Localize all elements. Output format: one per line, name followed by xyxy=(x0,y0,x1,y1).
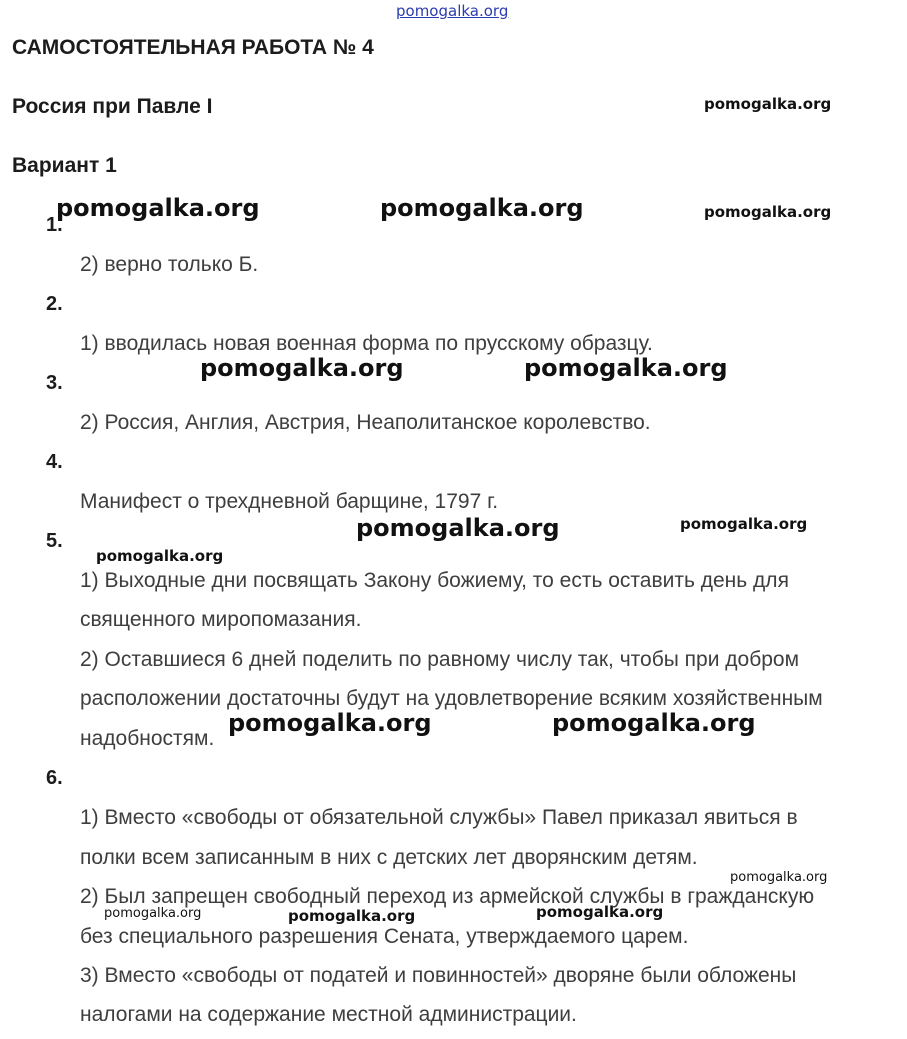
watermark-text: pomogalka.org xyxy=(704,95,832,113)
answer-line: 3) Вместо «свободы от податей и повинностей» дворяне были обложены xyxy=(80,964,797,987)
answer-line: 1) Вместо «свободы от обязательной службы» Павел приказал явиться в xyxy=(80,806,798,829)
variant-heading: Вариант 1 xyxy=(12,154,117,177)
answer-number-4: 4. xyxy=(46,451,63,473)
answer-line: священного миропомазания. xyxy=(80,608,362,631)
watermark-text: pomogalka.org xyxy=(288,907,416,925)
answer-line: надобностям. xyxy=(80,727,215,750)
watermark-text: pomogalka.org xyxy=(524,354,728,382)
topic-heading: Россия при Павле I xyxy=(12,95,213,118)
page-title: САМОСТОЯТЕЛЬНАЯ РАБОТА № 4 xyxy=(12,36,374,59)
answer-number-3: 3. xyxy=(46,372,63,394)
watermark-text: pomogalka.org xyxy=(536,903,664,921)
answer-line: расположении достаточны будут на удовлетворение всяким хозяйственным xyxy=(80,687,823,710)
watermark-text: pomogalka.org xyxy=(356,514,560,542)
answer-line: 1) вводилась новая военная форма по прусскому образцу. xyxy=(80,332,653,355)
answer-line: налогами на содержание местной администрации. xyxy=(80,1003,577,1026)
watermark-text: pomogalka.org xyxy=(704,203,832,221)
answer-line: 1) Выходные дни посвящать Закону божиему, то есть оставить день для xyxy=(80,569,789,592)
answer-line: 2) Был запрещен свободный переход из армейской службы в гражданскую xyxy=(80,885,815,908)
watermark-text: pomogalka.org xyxy=(552,709,756,737)
watermark-text: pomogalka.org xyxy=(104,906,202,921)
answer-number-6: 6. xyxy=(46,767,63,789)
watermark-text: pomogalka.org xyxy=(730,870,828,885)
answer-line: без специального разрешения Сената, утверждаемого царем. xyxy=(80,925,689,948)
answer-line: 2) Оставшиеся 6 дней поделить по равному числу так, чтобы при добром xyxy=(80,648,800,671)
answer-number-5: 5. xyxy=(46,530,63,552)
answer-line: полки всем записанным в них с детских лет дворянским детям. xyxy=(80,846,698,869)
watermark-text: pomogalka.org xyxy=(200,354,404,382)
watermark-text: pomogalka.org xyxy=(680,515,808,533)
answer-line: 2) Россия, Англия, Австрия, Неаполитанское королевство. xyxy=(80,411,651,434)
answer-number-2: 2. xyxy=(46,293,63,315)
watermark-text: pomogalka.org xyxy=(380,194,584,222)
watermark-text: pomogalka.org xyxy=(56,194,260,222)
answer-line: 2) верно только Б. xyxy=(80,253,259,276)
answer-number-1: 1. xyxy=(46,214,63,236)
watermark-text: pomogalka.org xyxy=(228,709,432,737)
answer-line: Манифест о трехдневной барщине, 1797 г. xyxy=(80,490,499,513)
watermark-text: pomogalka.org xyxy=(396,2,509,20)
watermark-text: pomogalka.org xyxy=(96,547,224,565)
